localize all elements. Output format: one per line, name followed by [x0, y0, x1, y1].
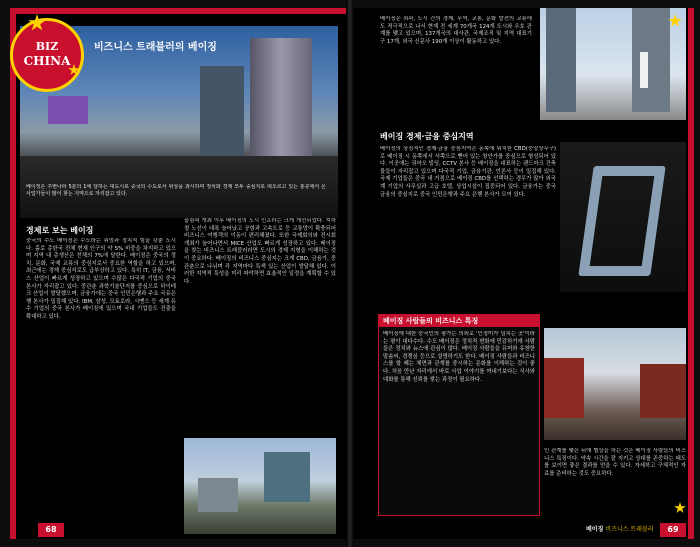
- bottom-text: 인 관계를 맺은 뒤에 협상을 하는 것은 베이징 사람들의 비즈니스 특징이다. 약속 시간을 잘 지키고 상대를 존중하는 태도를 보이면 좋은 결과를 얻을 수 있다. 자세하고 구체적인 자료를 준비하는 것도 중요하다.: [544, 448, 686, 477]
- intro-text: 베이징은 외곽, 도시 간의 경제, 무역, 교통, 문화 발전의 교류에도 적극적으로 나서 현재 전 세계 70개국 124개 도시와 우호 관계를 맺고 있으며, 137개국의 대사관, 국제조직 및 지역 대표기구 17개, 외국 신문사 190개 이상이 활동하고 있다.: [380, 16, 532, 45]
- city-photo: [184, 438, 336, 534]
- section-heading: 베이징 경제·금융 중심지역: [380, 132, 474, 141]
- feature-box: [378, 314, 540, 516]
- page-title: 비즈니스 트래블러의 베이징: [94, 42, 217, 53]
- body-column-1: 중국의 수도 베이징은 수도라는 위엄과 정치적 힘을 갖춘 도시다. 홀로 총한국 전체 현재 인구의 약 5% 비중을 차지하고 있으며 지역 내 총생산은 전체의 7%에 달한다. 베이징은 중국의 정치, 문화, 국제 교류의 중심지로서 중요한 역할을 하고 있으며, 최근에는 경제 중심지로도 급부상하고 있다. 특히 IT, 금융, 서비스 산업이 빠르게 성장하고 있으며 수많은 다국적 기업의 중국 본사가 자리잡고 있다. 중관춘 과학기술단지를 중심으로 하이테크 산업이 발달했으며, 금융가에는 중국 인민은행과 주요 국유은행 본사가 밀집해 있다. IBM, 삼성, 모토로라, 시멘스 등 세계 유수 기업의 중국 본사가 베이징에 있으며 국내 기업들도 진출을 확대하고 있다.: [26, 238, 176, 320]
- cctv-tower-shape: [578, 166, 665, 276]
- body-column-2: 올림픽 개최 이후 베이징의 도시 인프라는 크게 개선되었다. 지하철 노선이 대폭 늘어났고 공항과 고속도로 등 교통망이 확충되어 비즈니스 여행객의 이동이 편리해졌다. 또한 국제회의와 전시회 개최가 늘어나면서 MICE 산업도 빠르게 성장하고 있다. 베이징을 찾는 비즈니스 트래블러라면 도시의 경제 지형을 이해하는 것이 중요하다. 베이징의 비즈니스 중심지는 크게 CBD, 금융가, 중관춘으로 나뉘며 각 지역마다 특색 있는 산업이 발달해 있다. 이러한 지역적 특성을 미리 파악하면 효율적인 일정을 계획할 수 있다.: [184, 218, 336, 285]
- footer-suffix: 비즈니스 트래블러: [603, 526, 654, 533]
- box-heading: 베이징 사람들의 비즈니스 특징: [383, 317, 479, 325]
- sign-board: [640, 52, 648, 88]
- skyline-photo: [540, 8, 686, 120]
- red-left-bar: [10, 8, 16, 539]
- building-shape: [640, 364, 686, 418]
- cctv-tower-photo: [560, 142, 686, 292]
- page-number-left: 68: [38, 523, 64, 537]
- left-page: [10, 8, 346, 539]
- right-page: [354, 8, 694, 539]
- page-number-right: 69: [660, 523, 686, 537]
- photo-caption: 베이징은 주변나라 5분의 1에 달하는 대도시로 중국의 수도로서 위상을 과시하며 정치와 경제 모두 중심지로 떠오르고 있는 홍콩에서 온 사업가들이 많이 찾는 지역으로 자리잡고 있다.: [26, 184, 326, 197]
- billboard-screen: [48, 96, 88, 124]
- red-right-bar: [688, 8, 694, 539]
- glass-building: [250, 38, 312, 158]
- section-heading: 경제로 보는 베이징: [26, 226, 94, 235]
- box-text: 베이징에 대한 중국인의 평가는 의외로 '인정미가 넘치는 곳'이라는 평이 대다수다. 수도 베이징은 정치적 변화에 민감하기에 사람들은 정치와 뉴스에 관심이 많다. 베이징 사람들을 유머와 유창한 말솜씨, 경쟁심 등으로 설명하기도 한다. 베이징 사람들과 비즈니스를 할 때는 체면과 관계를 중시하는 문화를 이해하는 것이 좋다. 처음 만난 자리에서 바로 사업 이야기를 꺼내기보다는 식사와 대화를 통해 신뢰를 쌓는 과정이 필요하다.: [383, 331, 535, 383]
- tower-shape: [264, 452, 310, 502]
- biz-china-badge: [10, 18, 84, 92]
- building-shape: [632, 8, 670, 112]
- badge-line-2: CHINA: [23, 54, 71, 68]
- building-shape: [544, 358, 584, 418]
- badge-line-1: BIZ: [35, 40, 59, 53]
- page-gutter: [346, 0, 354, 547]
- building-shape: [198, 478, 238, 512]
- footer-label: [586, 524, 654, 536]
- building-shape: [200, 66, 244, 158]
- footer-city: 베이징: [586, 526, 604, 533]
- section-body: 베이징의 상징적인 경제·금융 중심지역은 동쪽에 위치한 CBD(중앙상무구)로 베이징 시 동쪽에서 서쪽으로 뻗어 있는 창안가를 중심으로 형성되어 있다. 이곳에는 궈마오 빌딩, CCTV 본사 등 베이징을 대표하는 랜드마크 건축물들이 자리잡고 있으며 다국적 기업, 금융기관, 언론사 등이 밀집해 있다. 국제 기업들은 중국 내 거점으로 베이징 CBD를 선택하는 경우가 많아 외국계 기업의 사무실과 고급 호텔, 상업시설이 집중되어 있다. 금융가는 중국 금융의 중심지로 중국 인민은행과 주요 은행 본사가 모여 있다.: [380, 146, 556, 198]
- street-photo: [544, 328, 686, 440]
- red-top-bar: [10, 8, 346, 14]
- building-shape: [546, 8, 576, 112]
